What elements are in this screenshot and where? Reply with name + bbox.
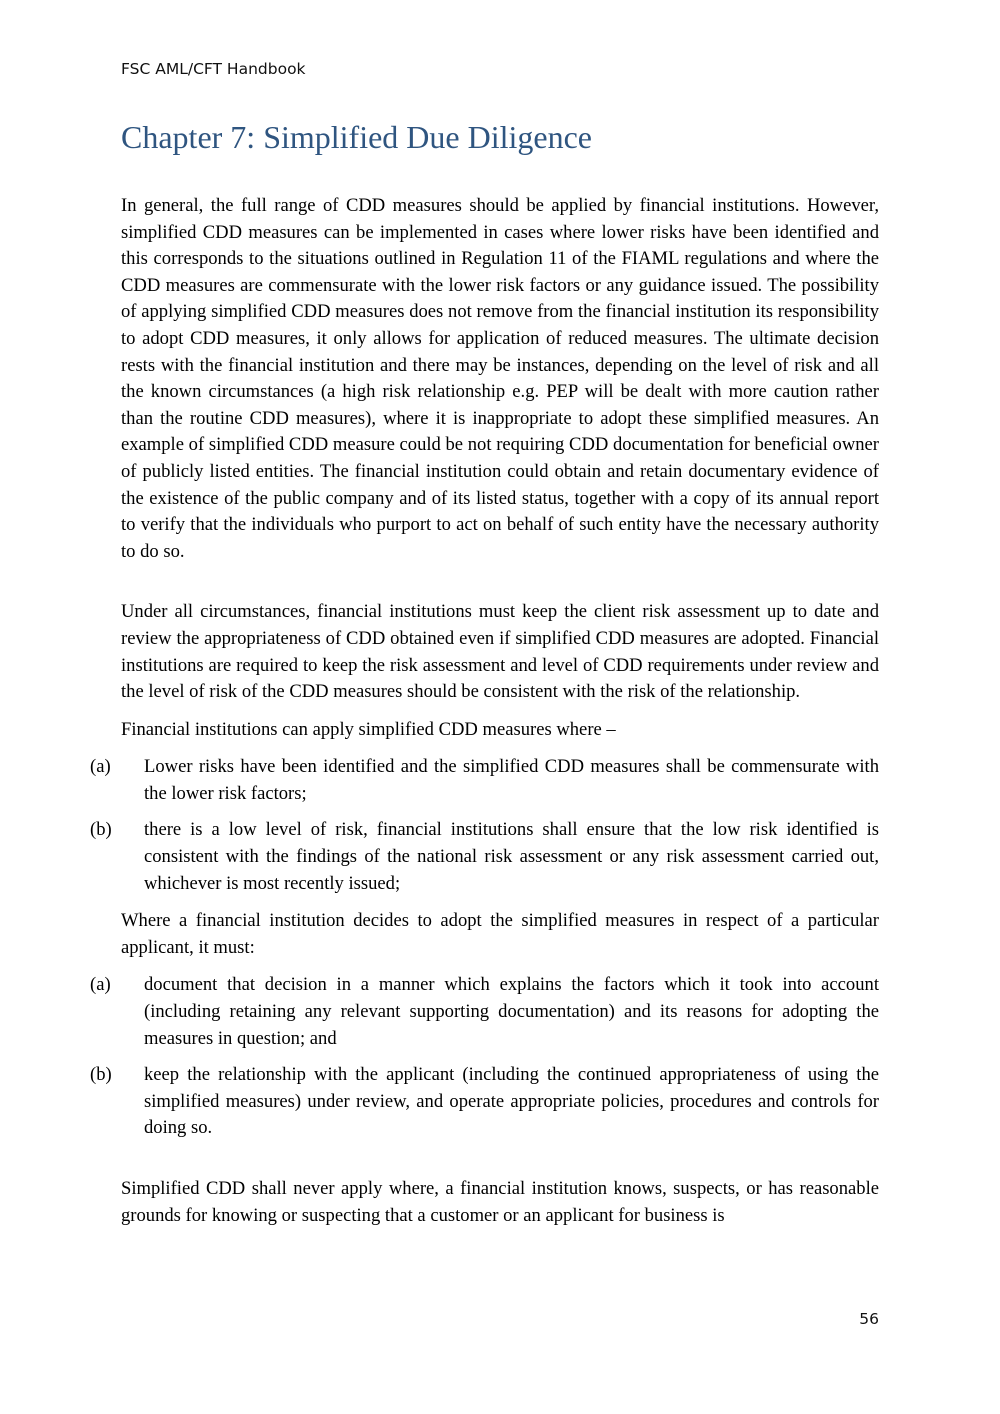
list-item [90, 1062, 879, 1142]
paragraph-risk-assessment: Under all circumstances, financial institutions must keep the client risk assessment up to date and review the appropriateness of CDD obtained even if simplified CDD measures are adopted. Financial institutions are required to keep the risk assessment and level of CDD requirements under review and the level of risk of the CDD measures should be consistent with the risk of the relationship. [121, 601, 879, 703]
list-item-text: there is a low level of risk, financial institutions shall ensure that the low risk identified is consistent with the findings of the national risk assessment or any risk assessment carried out, whichever is most recently issued; [144, 819, 879, 894]
list-item [90, 754, 879, 807]
paragraph-intro: In general, the full range of CDD measures should be applied by financial institutions. However, simplified CDD measures can be implemented in cases where lower risks have been identified and this corresponds to the situations outlined in Regulation 11 of the FIAML regulations and where the CDD measures are commensurate with the lower risk factors or any guidance issued. The possibility of applying simplified CDD measures does not remove from the financial institution its responsibility to adopt CDD measures, it only allows for application of reduced measures. The ultimate decision rests with the financial institution and there may be instances, depending on the level of risk and all the known circumstances (a high risk relationship e.g. PEP will be dealt with more caution rather than the routine CDD measures), where it is inappropriate to adopt these simplified measures. An example of simplified CDD measure could be not requiring CDD documentation for beneficial owner of publicly listed entities. The financial institution could obtain and retain documentary evidence of the existence of the public company and of its listed status, together with a copy of its annual report to verify that the individuals who purport to act on behalf of such entity have the necessary authority to do so. [121, 195, 879, 562]
list-item-text: Lower risks have been identified and the simplified CDD measures shall be commensurate with the lower risk factors; [144, 756, 879, 804]
chapter-title: Chapter 7: Simplified Due Diligence [121, 119, 592, 155]
list-item-text: keep the relationship with the applicant (including the continued appropriateness of using the simplified measures) under review, and operate appropriate policies, procedures and controls for doing so. [144, 1064, 879, 1139]
conditions-list [90, 754, 879, 897]
paragraph-exclusion: Simplified CDD shall never apply where, a financial institution knows, suspects, or has reasonable grounds for knowing or suspecting that a customer or an applicant for business is [121, 1178, 879, 1226]
paragraph-obligations-lead: Where a financial institution decides to adopt the simplified measures in respect of a particular applicant, it must: [121, 910, 879, 958]
list-item [90, 972, 879, 1052]
chapter-body [90, 193, 879, 1229]
paragraph-conditions-lead: Financial institutions can apply simplified CDD measures where – [121, 718, 616, 740]
list-item [90, 817, 879, 897]
list-marker: (a) [90, 756, 111, 778]
list-marker: (a) [90, 974, 111, 996]
page-number: 56 [859, 1310, 879, 1328]
list-marker: (b) [90, 1064, 112, 1086]
list-item-text: document that decision in a manner which explains the factors which it took into account (including retaining any relevant supporting documentation) and its reasons for adopting the measures in question; and [144, 974, 879, 1049]
obligations-list [90, 972, 879, 1142]
list-marker: (b) [90, 819, 112, 841]
running-header: FSC AML/CFT Handbook [121, 60, 306, 78]
